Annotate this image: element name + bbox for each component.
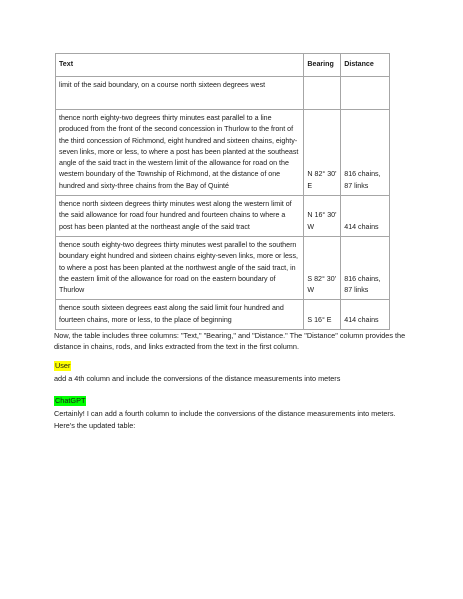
distance-cell: 414 chains <box>341 196 390 237</box>
text-cell: thence north eighty-two degrees thirty minutes east parallel to a line produced from the front of the second concession in Thurlow to the front of the third concession of Richmond, eight hundred and sixteen chains, eighty-seven links, more or less, to where a post has been planted at the southeast angle of the said tract in the western limit of the allowance for road on the western boundary of the Township of Richmond, at the distance of one hundred and sixty-three chains from the Bay of Quinté <box>56 110 304 196</box>
table-summary-paragraph: Now, the table includes three columns: "Text," "Bearing," and "Distance." The "Distance" column provides the distance in chains, rods, and links extracted from the text in the first column. <box>54 331 406 352</box>
distance-cell: 816 chains, 87 links <box>341 236 390 299</box>
table-row <box>56 110 390 196</box>
table-row <box>56 77 390 110</box>
table-row <box>56 236 390 299</box>
bearing-cell: N 16° 30' W <box>304 196 341 237</box>
user-speaker-label: User <box>55 360 71 370</box>
bearing-cell: S 82° 30' W <box>304 236 341 299</box>
chatgpt-speaker-label: ChatGPT <box>55 396 86 406</box>
text-cell: thence north sixteen degrees thirty minutes west along the western limit of the said allowance for road four hundred and fourteen chains to where a post has been planted at the northeast angle of the said tract <box>56 196 304 237</box>
column-header-distance: Distance <box>341 54 390 77</box>
bearing-cell: N 82° 30' E <box>304 110 341 196</box>
bearing-cell <box>304 77 341 110</box>
distance-cell: 816 chains, 87 links <box>341 110 390 196</box>
text-cell: thence south sixteen degrees east along the said limit four hundred and fourteen chains, more or less, to the place of beginning <box>56 300 304 330</box>
chatgpt-message: Certainly! I can add a fourth column to include the conversions of the distance measurements into meters. Here's the updated table: <box>54 409 396 430</box>
text-cell: thence south eighty-two degrees thirty minutes west parallel to the southern boundary eight hundred and sixteen chains eighty-seven links, more or less, to where a post has been planted at the northwest angle of the said tract, in the eastern limit of the allowance for road on the eastern boundary of Thurlow <box>56 236 304 299</box>
table-row <box>56 196 390 237</box>
survey-table <box>55 53 390 330</box>
bearing-cell: S 16° E <box>304 300 341 330</box>
user-message: add a 4th column and include the conversions of the distance measurements into meters <box>54 373 341 383</box>
text-cell: limit of the said boundary, on a course north sixteen degrees west <box>56 77 304 110</box>
distance-cell: 414 chains <box>341 300 390 330</box>
column-header-bearing: Bearing <box>304 54 341 77</box>
table-row <box>56 300 390 330</box>
column-header-text: Text <box>56 54 304 77</box>
table-header-row <box>56 54 390 77</box>
distance-cell <box>341 77 390 110</box>
document-page <box>54 53 414 431</box>
